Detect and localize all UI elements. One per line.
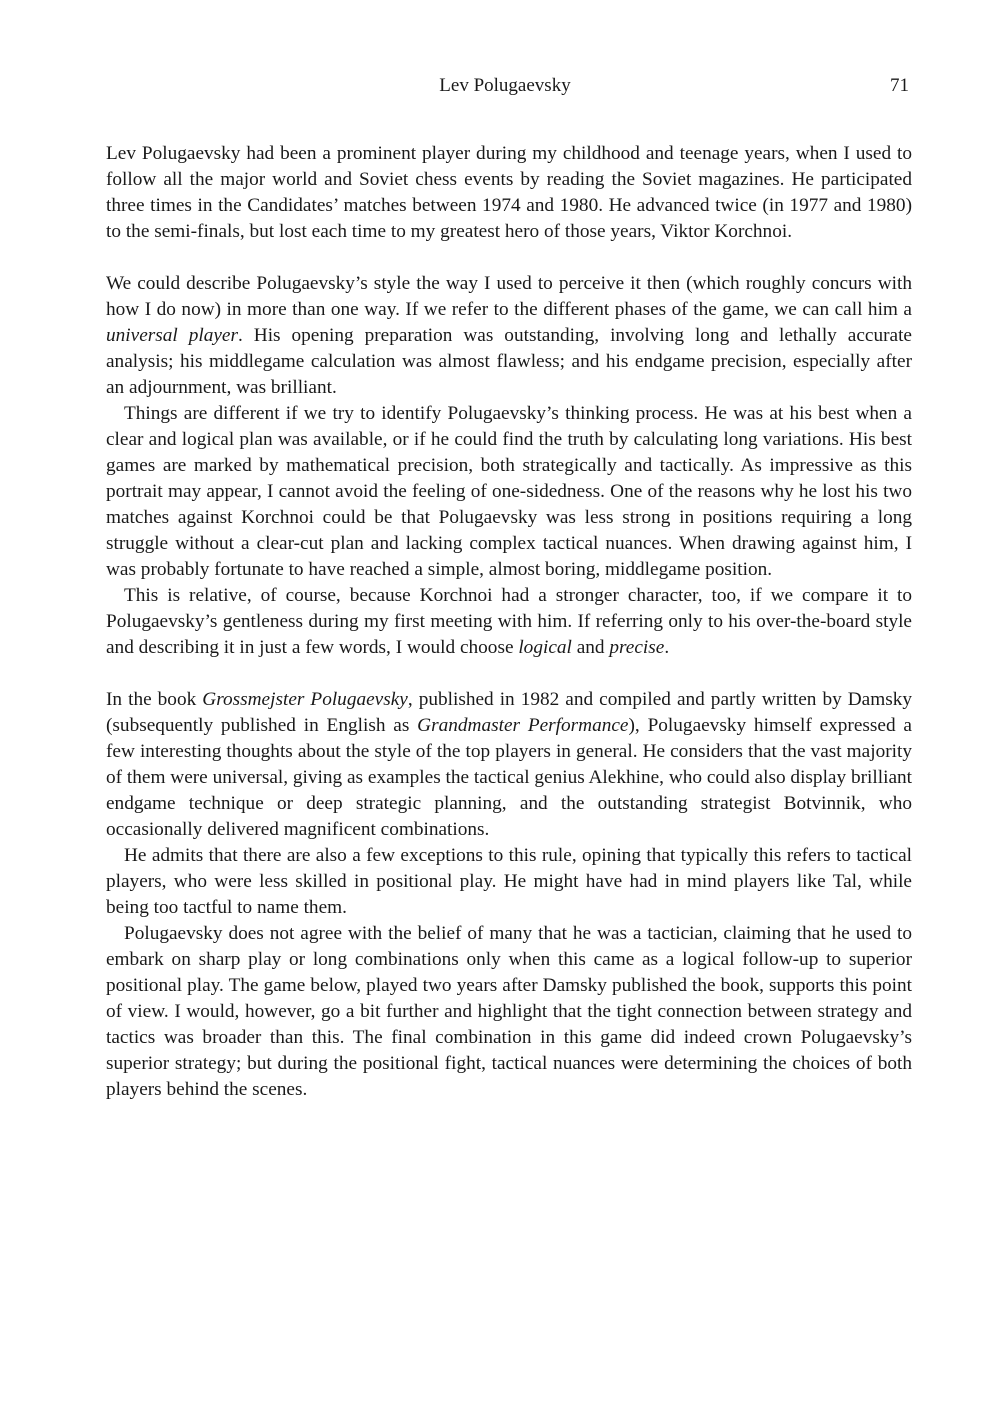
text-run: and bbox=[571, 637, 610, 658]
paragraph bbox=[106, 141, 912, 245]
italic-text: universal player bbox=[106, 325, 238, 346]
running-title: Lev Polugaevsky bbox=[439, 75, 571, 96]
text-run: We could describe Polugaevsky’s style the way I used to perceive it then (which roughly concurs with how I do now) in more than one way. If we refer to the different phases of the game, we can call him a bbox=[106, 273, 912, 320]
italic-text: logical bbox=[518, 637, 572, 658]
page-number: 71 bbox=[890, 75, 909, 96]
italic-text: Grossmejster Polugaevsky bbox=[202, 689, 408, 710]
paragraph bbox=[106, 921, 912, 1103]
italic-text: Grandmaster Performance bbox=[417, 715, 629, 736]
running-head bbox=[0, 73, 1000, 99]
text-run: ), Polugaevsky himself expressed a few interesting thoughts about the style of the top players in general. He considers that the vast majority of them were universal, giving as examples the tactical genius Alekhine, who could also display brilliant endgame technique or deep strategic planning, and the outstanding strategist Botvinnik, who occasionally delivered magnificent combinations. bbox=[106, 715, 912, 840]
paragraph bbox=[106, 401, 912, 583]
text-run: Things are different if we try to identify Polugaevsky’s thinking process. He was at his best when a clear and logical plan was available, or if he could find the truth by calculating long variations. His best games are marked by mathematical precision, both strategically and tactically. As impressive as this portrait may appear, I cannot avoid the feeling of one-sidedness. One of the reasons why he lost his two matches against Korchnoi could be that Polugaevsky was less strong in positions requiring a long struggle without a clear-cut plan and lacking complex tactical nuances. When drawing against him, I was probably fortunate to have reached a simple, almost boring, middlegame position. bbox=[106, 403, 912, 580]
body-text bbox=[106, 141, 912, 1103]
text-run: , published in 1982 and compiled and partly written by Damsky (subsequently published in English as bbox=[106, 689, 913, 736]
text-run: He admits that there are also a few exceptions to this rule, opining that typically this refers to tactical players, who were less skilled in positional play. He might have had in mind players like Tal, while being too tactful to name them. bbox=[106, 845, 912, 918]
text-run: In the book bbox=[106, 689, 203, 710]
text-run: Polugaevsky does not agree with the belief of many that he was a tactician, claiming that he used to embark on sharp play or long combinations only when this came as a logical follow-up to superior positional play. The game below, played two years after Damsky published the book, supports this point of view. I would, however, go a bit further and highlight that the tight connection between strategy and tactics was broader than this. The final combination in this game did indeed crown Polugaevsky’s superior strategy; but during the positional fight, tactical nuances were determining the choices of both players behind the scenes. bbox=[106, 923, 912, 1100]
paragraph bbox=[106, 843, 912, 921]
paragraph bbox=[106, 271, 912, 401]
text-run: This is relative, of course, because Korchnoi had a stronger character, too, if we compare it to Polugaevsky’s gentleness during my first meeting with him. If referring only to his over-the-board style and describing it in just a few words, I would choose bbox=[106, 585, 912, 658]
paragraph bbox=[106, 687, 912, 843]
text-run: . His opening preparation was outstanding, involving long and lethally accurate analysis; his middlegame calculation was almost flawless; and his endgame precision, especially after an adjournment, was brilliant. bbox=[106, 325, 912, 398]
text-run: Lev Polugaevsky had been a prominent player during my childhood and teenage years, when I used to follow all the major world and Soviet chess events by reading the Soviet magazines. He participated three times in the Candidates’ matches between 1974 and 1980. He advanced twice (in 1977 and 1980) to the semi-finals, but lost each time to my greatest hero of those years, Viktor Korchnoi. bbox=[106, 143, 912, 242]
text-run: . bbox=[664, 637, 670, 658]
paragraph bbox=[106, 583, 912, 661]
italic-text: precise bbox=[609, 637, 665, 658]
